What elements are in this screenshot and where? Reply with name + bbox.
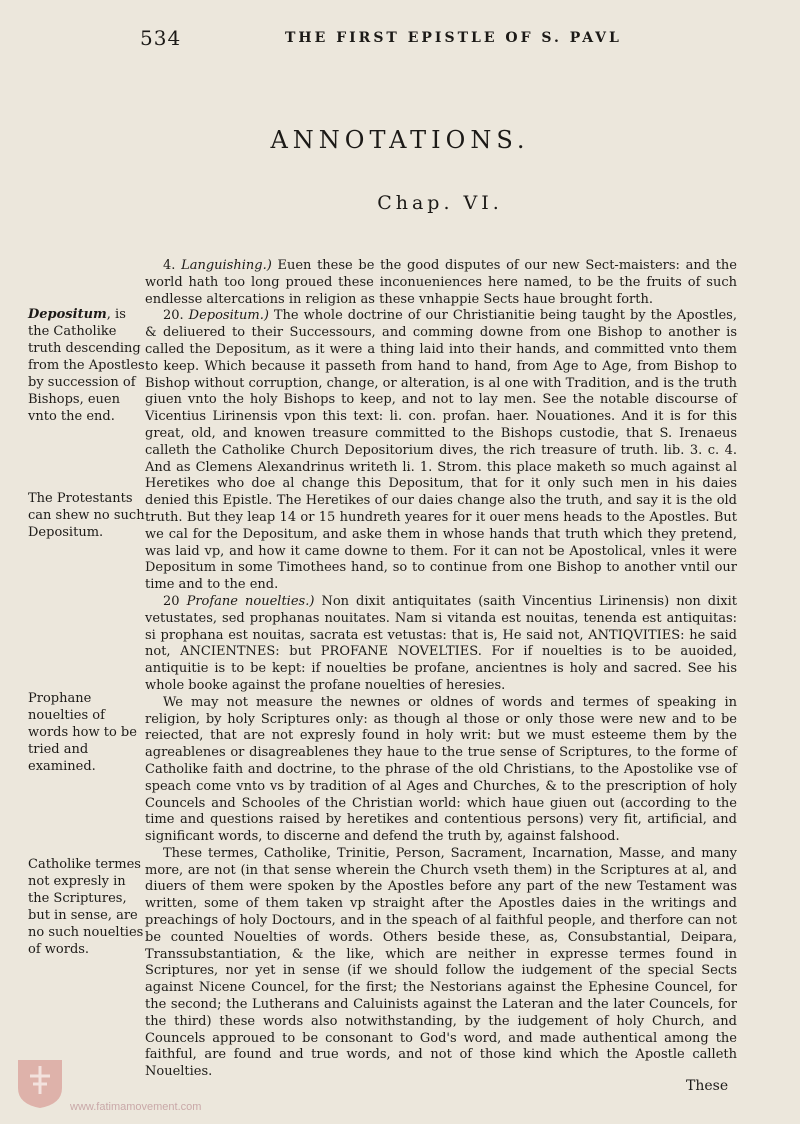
chapter-heading: Chap. VI. [377,192,503,214]
annotations-body [145,258,737,1081]
annotation-lemma: Languishing.) [181,258,272,273]
fatima-seal-icon [14,1054,66,1110]
annotation-paragraph: 4. Languishing.) Euen these be the good disputes of our new Sect-maisters: and the world hath too long proued these inconueniences here named, to be the fruits of such endlesse altercations in religion as these vnhappie Sects haue brought forth. [145,258,737,307]
section-title: ANNOTATIONS. [270,126,530,154]
annotation-paragraph [145,846,737,1081]
annotation-text: We may not measure the newnes or oldnes of words and termes of speaking in religion, by holy Scriptures only: as though al those or only those were new and to be reiected, that are not expresly found in holy writ: but we must esteeme them by the agreablenes or disagreablenes they haue to the true sense of Scriptures, to the forme of Catholike faith and doctrine, to the phrase of the old Christians, to the Apostolike vse of speach come vnto vs by tradition of al Ages and Churches, & to the prescription of holy Councels and Schooles of the Christian world: which haue giuen out (according to the time and questions raised by heretikes and contentious persons) very fit, artificial, and significant words, to discerne and defend the truth by, against falshood. [145,694,737,845]
watermark-url: www.fatimamovement.com [70,1101,202,1113]
margin-note-protestants [28,490,146,541]
margin-note-depositum [28,306,146,425]
catchword: These [686,1078,729,1094]
annotation-text: Euen these be the good disputes of our new Sect-maisters: and the world hath too long proued these inconueniences here named, to be the fruits of such endlesse altercations in religion as these vnhappie Sects haue brought forth. [145,258,737,307]
margin-note-catholike-termes [28,856,146,958]
annotation-lemma: Profane nouelties.) [186,593,315,609]
annotation-paragraph: 20. Depositum.) The whole doctrine of our Christianitie being taught by the Apostles, & deliuered to their Successours, and comming downe from one Bishop to another is called the Depositum, as it were a thing laid into their hands, and committed vnto them to keep. Which because it passeth from hand to hand, from Age to Age, from Bishop to Bishop without corruption, change, or alteration, is al one with Tradition, and is the truth giuen vnto the holy Bishops to keep, and not to lay men. See the notable discourse of Vicentius Lirinensis vpon this text: li. con. profan. haer. Nouationes. And it is for this great, old, and knowen treasure committed to the Bishops custodie, that S. Irenaeus calleth the Catholike Church Depositorium dives, the rich treasure of truth. lib. 3. c. 4. And as Clemens Alexandrinus writeth li. 1. Strom. this place maketh so much against al Heretikes who doe al change this Depositum, that for it only such men in his daies denied this Epistle. The Heretikes of our daies change also the truth, and say it is the old truth. But they leap 14 or 15 hundreth yeares for it ouer mens heads to the Apostles. But we cal for the Depositum, and aske them in whose hands that truth which they pretend, was laid vp, and how it came downe to them. For it can not be Apostolical, vnles it were Depositum in some Timothees hand, so to continue from one Bishop to another vntil our time and to the end. [145,308,737,593]
margin-note-text: Prophane nouelties of words how to be tried and examined. [28,691,137,774]
annotation-text: Non dixit antiquitates (saith Vincentius Lirinensis) non dixit vetustates, sed prophanas nouitates. Nam si vitanda est nouitas, tenenda est antiquitas: si prophana est nouitas, sacrata est vetustas: that is, He said not, ANTIQVITIES: he said not, ANCIENTNES: but PROFANE NOVELTIES. For if nouelties is to be auoided, antiquitie is to be kept: if nouelties be profane, ancientnes is holy and sacred. See his whole booke against the profane nouelties of heresies. [145,593,737,693]
annotation-lemma: Depositum.) [188,308,269,324]
margin-note-text: Catholike termes not expresly in the Scriptures, but in sense, are no such nouelties of words. [28,857,144,957]
margin-note-text: , is the Catholike truth descending from the Apostles by succession of Bishops, euen vnto the end. [28,307,145,424]
margin-note-prophane [28,690,146,775]
page-number: 534 [140,26,182,50]
margin-note-lead: Depositum [28,307,107,322]
annotation-text: The whole doctrine of our Christianitie being taught by the Apostles, & deliuered to their Successours, and comming downe from one Bishop to another is called the Depositum, as it were a thing laid into their hands, and committed vnto them to keep. Which because it passeth from hand to hand, from Age to Age, from Bishop to Bishop without corruption, change, or alteration, is al one with Tradition, and is the truth giuen vnto the holy Bishops to keep, and not to lay men. See the notable discourse of Vicentius Lirinensis vpon this text: li. con. profan. haer. Nouationes. And it is for this great, old, and knowen treasure committed to the Bishops custodie, that S. Irenaeus calleth the Catholike Church Depositorium dives, the rich treasure of truth. lib. 3. c. 4. And as Clemens Alexandrinus writeth li. 1. Strom. this place maketh so much against al Heretikes who doe al change this Depositum, that for it only such men in his daies denied this Epistle. The Heretikes of our daies change also the truth, and say it is the old truth. But they leap 14 or 15 hundreth yeares for it ouer mens heads to the Apostles. But we cal for the Depositum, and aske them in whose hands that truth which they pretend, was laid vp, and how it came downe to them. For it can not be Apostolical, vnles it were Depositum in some Timothees hand, so to continue from one Bishop to another vntil our time and to the end. [145,308,737,593]
running-title: THE FIRST EPISTLE OF S. PAVL [285,30,622,46]
annotation-paragraph: 20 Profane nouelties.) Non dixit antiquitates (saith Vincentius Lirinensis) non dixit vetustates, sed prophanas nouitates. Nam si vitanda est nouitas, tenenda est antiquitas: si prophana est nouitas, sacrata est vetustas: that is, He said not, ANTIQVITIES: he said not, ANCIENTNES: but PROFANE NOVELTIES. For if nouelties is to be auoided, antiquitie is to be kept: if nouelties be profane, ancientnes is holy and sacred. See his whole booke against the profane nouelties of heresies. [145,593,737,693]
annotation-paragraph [145,695,737,846]
annotation-text: These termes, Catholike, Trinitie, Person, Sacrament, Incarnation, Masse, and many more, are not (in that sense wherein the Church vseth them) in the Scriptures at al, and diuers of them were spoken by the Apostles before any part of the new Testament was written, some of them taken vp straight after the Apostles daies in the writings and preachings of holy Doctours, and in the speach of al faithful people, and therfore can not be counted Nouelties of words. Others beside these, as, Consubstantial, Deipara, Transsubstantiation, & the like, which are neither in expresse termes found in Scriptures, nor yet in sense (if we should follow the iudgement of the special Sects against Nicene Councel, for the first; the Nestorians against the Ephesine Councel, for the second; the Lutherans and Caluinists against the Lateran and the later Councels, for the third) these words also notwithstanding, by the iudgement of holy Church, and Councels approued to be consonant to God's word, and made authentical among the faithful, are found and true words, and not of those kind which the Apostle calleth Nouelties. [145,845,737,1080]
margin-note-text: The Protestants can shew no such Depositum. [28,491,145,540]
